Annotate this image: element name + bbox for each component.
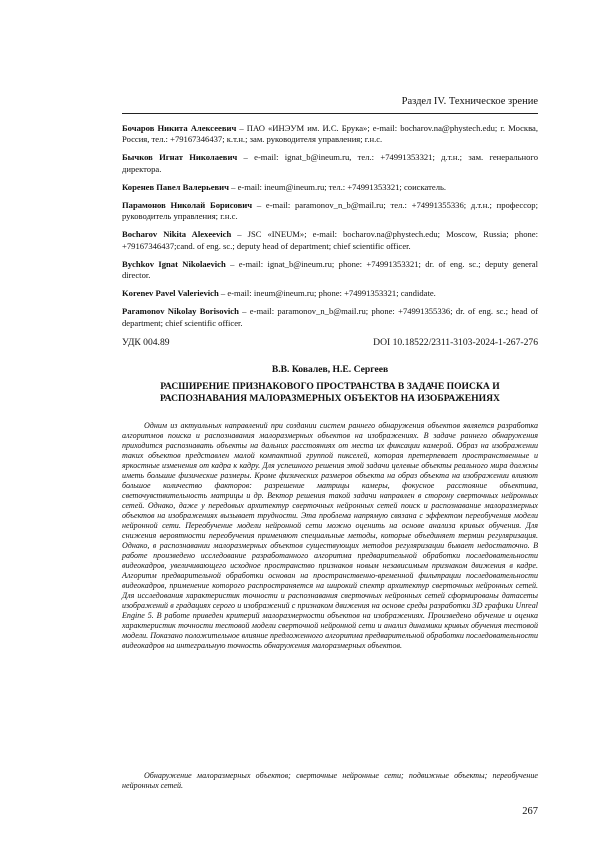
author-entry <box>122 152 538 174</box>
author-name: Бочаров Никита Алексеевич <box>122 123 237 133</box>
header-rule <box>122 113 538 114</box>
author-details: – e-mail: paramonov_n_b@mail.ru; тел.: +74991355336; д.т.н.; профессор; руководитель управления; г.н.с. <box>122 200 538 222</box>
author-info-block <box>122 123 538 336</box>
author-name: Bychkov Ignat Nikolaevich <box>122 258 226 269</box>
author-entry <box>122 229 538 251</box>
article-title: РАСШИРЕНИЕ ПРИЗНАКОВОГО ПРОСТРАНСТВА В ЗАДАЧЕ ПОИСКА И РАСПОЗНАВАНИЯ МАЛОРАЗМЕРНЫХ ОБЪЕКТОВ НА ИЗОБРАЖЕНИЯХ <box>160 381 500 404</box>
abstract-text: Одним из актуальных направлений при создании систем раннего обнаружения объектов является разработка алгоритмов поиска и распознавания малоразмерных объектов на изображениях. В задаче раннего обнаружения приходится распознавать объекты на дальних расстояниях от места их фиксации камерой. Образ на изображении таких объектов представлен малой компактной группой пикселей, которая претерпевает пространственные и яркостные изменения от кадра к кадру. Для успешного решения этой задачи целевые объекты реального мира должны иметь большие физические размеры. Кроме физических размеров объекта на образ объекта на изображении влияют большое количество факторов: разрешение матрицы камеры, фокусное расстояние объектива, светочувствительность матрицы и др. Вектор решения такой задачи направлен в сторону сверточных нейронных сетей. Однако, даже у передовых архитектур сверточных нейронных сетей поиск и распознавание малоразмерных объектов на изображениях вызывает трудности. Эта проблема напрямую связана с эффектом переобучения модели нейронной сети. Переобучение модели нейронной сети можно оценить на основе анализа кривых обучения. Для снижения вероятности переобучения применяют специальные методы, которые объединяет термин регуляризация. Однако, в распознавании малоразмерных объектов существующих методов регуляризации бывает недостаточно. В работе произведено исследование разработанного алгоритма предварительной обработки последовательности видеокадров, увеличивающего исходное пространство признаков новым независимым признаком движения в кадре. Алгоритм предварительной обработки основан на пространственно-временной фильтрации последовательности видеокадров, применение которого распространяется на широкий спектр архитектур сверточных нейронных сетей. Для исследования характеристик точности и распознавания сверточных нейронных сетей сформированы датасеты изображений в градациях серого и изображений с признаком движения на основе среды разработки 3D графики Unreal Engine 5. В работе приведен критерий малоразмерности объектов на изображениях. Произведено обучение и оценка характеристик точности тестовой модели сверточной нейронной сети и анализ динамики кривых обучения тестовой модели. Показано положительное влияние предложенного алгоритма предварительной обработки последовательности видеокадров на интегральную точность обнаружения малоразмерных объектов. <box>122 421 538 650</box>
section-header: Раздел IV. Техническое зрение <box>401 96 538 107</box>
doi-code: DOI 10.18522/2311-3103-2024-1-267-276 <box>373 337 538 348</box>
udk-doi-row <box>122 337 538 348</box>
author-name: Korenev Pavel Valerievich <box>122 288 219 299</box>
abstract <box>122 421 538 651</box>
keywords-text: Обнаружение малоразмерных объектов; сверточные нейронные сети; подвижные объекты; переобучение нейронных сетей. <box>122 771 538 790</box>
author-details: – ПАО «ИНЭУМ им. И.С. Брука»; e-mail: bocharov.na@phystech.edu; г. Москва, Россия, тел.: +79167346437; к.т.н.; зам. руководителя управления; г.н.с. <box>122 123 538 145</box>
author-entry <box>122 259 538 281</box>
author-name: Парамонов Николай Борисович <box>122 200 253 211</box>
author-entry <box>122 182 538 193</box>
author-entry <box>122 306 538 328</box>
author-details: – e-mail: ignat_b@ineum.ru, тел.: +74991353321; д.т.н.; зам. генерального директора. <box>122 152 538 174</box>
article-authors: В.В. Ковалев, Н.Е. Сергеев <box>271 364 389 375</box>
author-entry <box>122 288 538 299</box>
author-name: Paramonov Nikolay Borisovich <box>122 306 239 317</box>
page-number: 267 <box>522 806 538 817</box>
keywords <box>122 771 538 791</box>
author-details: – e-mail: paramonov_n_b@mail.ru; phone: +74991355336; dr. of eng. sc.; head of department; chief scientific officer. <box>122 306 539 328</box>
author-name: Bocharov Nikita Alexeevich <box>122 229 232 240</box>
author-details: – e-mail: ignat_b@ineum.ru; phone: +74991353321; dr. of eng. sc.; deputy general director. <box>122 258 538 281</box>
author-entry <box>122 200 538 222</box>
author-details: – e-mail: ineum@ineum.ru; phone: +74991353321; candidate. <box>218 288 436 299</box>
author-name: Бычков Игнат Николаевич <box>122 152 238 163</box>
author-details: – JSC «INEUM»; e-mail: bocharov.na@phystech.edu; Moscow, Russia; phone: +79167346437;cand. of eng. sc.; deputy head of department; chief scientific officer. <box>122 229 538 251</box>
author-entry <box>122 123 538 145</box>
author-name: Коренев Павел Валерьевич <box>122 181 229 192</box>
author-details: – e-mail: ineum@ineum.ru; тел.: +74991353321; соискатель. <box>228 181 447 192</box>
udk-code: УДК 004.89 <box>122 337 170 348</box>
